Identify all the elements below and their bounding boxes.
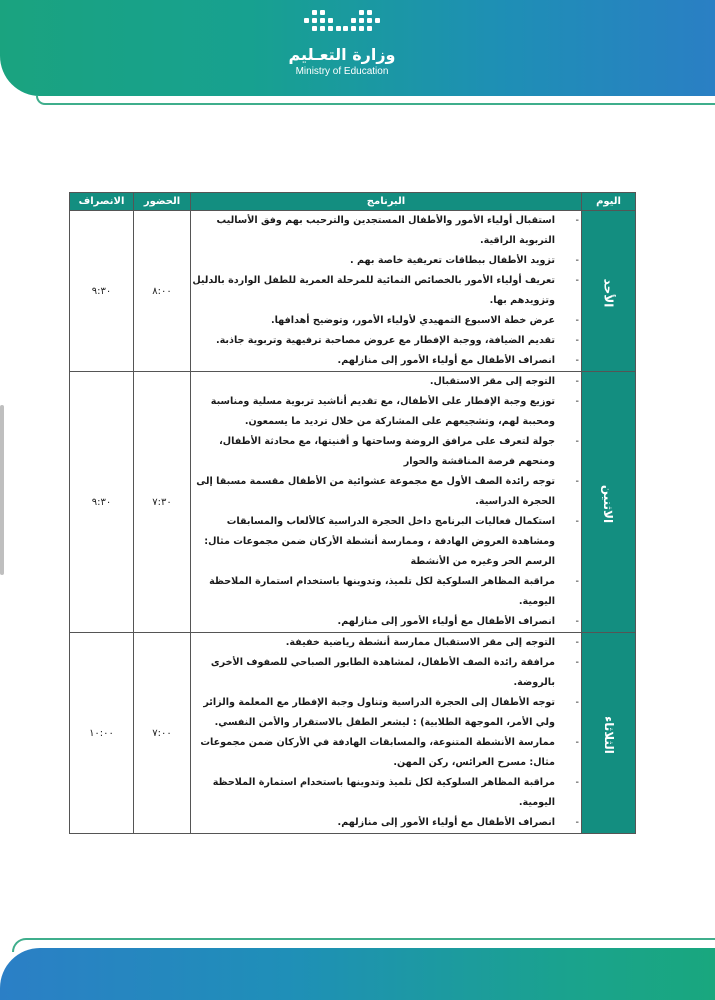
- column-header-departure: الانصراف: [70, 193, 134, 211]
- departure-time: ٩:٣٠: [70, 372, 134, 633]
- program-item: - انصراف الأطفال مع أولياء الأمور إلى منازلهم.: [191, 612, 581, 632]
- program-cell: [191, 633, 582, 834]
- program-item: - التوجه إلى مقر الاستقبال.: [191, 372, 581, 392]
- table-row-tuesday: [70, 633, 636, 834]
- attendance-time: ٧:٣٠: [134, 372, 191, 633]
- table-row-sunday: [70, 211, 636, 372]
- program-item: - مرافقة رائدة الصف الأطفال، لمشاهدة الطابور الصباحي للصفوف الأخرى بالروضة.: [191, 653, 581, 693]
- table-row-monday: [70, 372, 636, 633]
- ministry-name-english: Ministry of Education: [295, 66, 389, 77]
- day-label: الاثنين: [601, 484, 616, 523]
- program-cell: [191, 372, 582, 633]
- program-cell: [191, 211, 582, 372]
- program-item: - تقديم الضيافة، ووجبة الإفطار مع عروض مصاحبة ترفيهية وتربوية جاذبة.: [191, 331, 581, 351]
- day-cell: [582, 633, 636, 834]
- program-item: - توجه رائدة الصف الأول مع مجموعة عشوائية من الأطفال مقسمة مسبقا إلى الحجرة الدراسية.: [191, 472, 581, 512]
- program-item: - انصراف الأطفال مع أولياء الأمور إلى منازلهم.: [191, 351, 581, 371]
- program-item: - تعريف أولياء الأمور بالخصائص النمائية للمرحلة العمرية للطفل الواردة بالدليل وتزويدهم بها.: [191, 271, 581, 311]
- program-item: - جولة لتعرف على مرافق الروضة وساحتها و أفنيتها، مع محادثة الأطفال، ومنحهم فرصة المناقشة والحوار: [191, 432, 581, 472]
- column-header-day: اليوم: [582, 193, 636, 211]
- table-header-row: [70, 193, 636, 211]
- ministry-logo: [282, 8, 402, 88]
- weekly-plan-table: [69, 192, 636, 834]
- departure-time: ١٠:٠٠: [70, 633, 134, 834]
- program-item: - استقبال أولياء الأمور والأطفال المستجدين والترحيب بهم وفق الأساليب التربوية الراقية.: [191, 211, 581, 251]
- column-header-attendance: الحضور: [134, 193, 191, 211]
- header-banner: [0, 0, 715, 96]
- program-item: - توجه الأطفال إلى الحجرة الدراسية وتناول وجبة الإفطار مع المعلمة والزائر ولي الأمر، الموجهة الطلابية) : ليشعر الطفل بالاستقرار والأمن النفسي.: [191, 693, 581, 733]
- day-cell: [582, 372, 636, 633]
- program-item: - مراقبة المظاهر السلوكية لكل تلميذ، وتدوينها باستخدام استمارة الملاحظة اليومية.: [191, 572, 581, 612]
- program-item: - تزويد الأطفال ببطاقات تعريفية خاصة بهم .: [191, 251, 581, 271]
- attendance-time: ٧:٠٠: [134, 633, 191, 834]
- program-item: - التوجه إلى مقر الاستقبال ممارسة أنشطة رياضية خفيفة.: [191, 633, 581, 653]
- column-header-program: البرنامج: [191, 193, 582, 211]
- program-item: - مراقبة المظاهر السلوكية لكل تلميذ وتدوينها باستخدام استمارة الملاحظة اليومية.: [191, 773, 581, 813]
- program-item: - استكمال فعاليات البرنامج داخل الحجرة الدراسية كالألعاب والمسابقات ومشاهدة العروض الهادفة ، وممارسة أنشطة الأركان ضمن مجموعات مثال: الرسم الحر وغيره من الأنشطة: [191, 512, 581, 572]
- day-label: الثلاثاء: [601, 715, 616, 754]
- scroll-indicator: [0, 405, 4, 575]
- program-item: - عرض خطة الاسبوع التمهيدي لأولياء الأمور، وتوضيح أهدافها.: [191, 311, 581, 331]
- program-item: - ممارسة الأنشطة المتنوعة، والمسابقات الهادفة في الأركان ضمن مجموعات مثال: مسرح العرائس، ركن المهن.: [191, 733, 581, 773]
- day-cell: [582, 211, 636, 372]
- day-label: الأحد: [601, 278, 616, 307]
- ministry-dots-icon: [302, 8, 382, 38]
- program-item: - انصراف الأطفال مع أولياء الأمور إلى منازلهم.: [191, 813, 581, 833]
- departure-time: ٩:٣٠: [70, 211, 134, 372]
- attendance-time: ٨:٠٠: [134, 211, 191, 372]
- header-divider: [36, 96, 715, 105]
- footer-banner: [0, 948, 715, 1000]
- program-item: - توزيع وجبة الإفطار على الأطفال، مع تقديم أناشيد تربوية مسلية ومناسبة ومحببة لهم، وتشجيعهم على المشاركة من خلال ترديد ما يسمعون.: [191, 392, 581, 432]
- ministry-name-arabic: وزارة التعـليم: [288, 45, 396, 64]
